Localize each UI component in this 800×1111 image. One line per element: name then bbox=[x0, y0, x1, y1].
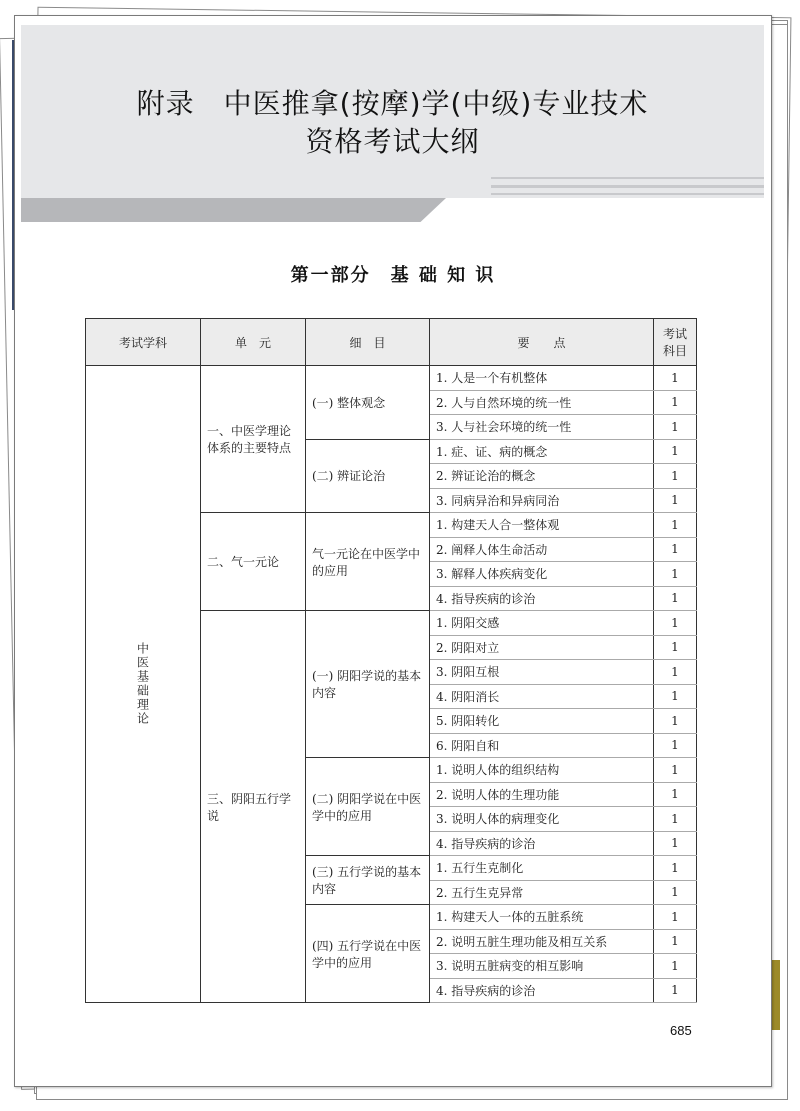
point-cell: 3. 说明人体的病理变化 bbox=[430, 807, 654, 832]
unit-cell: 二、气一元论 bbox=[201, 513, 306, 611]
point-cell: 2. 说明五脏生理功能及相互关系 bbox=[430, 929, 654, 954]
point-cell: 2. 阐释人体生命活动 bbox=[430, 537, 654, 562]
subject-cell bbox=[86, 366, 201, 1003]
point-cell: 2. 说明人体的生理功能 bbox=[430, 782, 654, 807]
syllabus-table bbox=[85, 318, 697, 1003]
banner-stripe bbox=[491, 177, 764, 179]
banner-foot-bar bbox=[21, 198, 446, 222]
count-cell: 1 bbox=[654, 758, 697, 783]
item-cell: (一) 阴阳学说的基本内容 bbox=[306, 611, 430, 758]
page-number: 685 bbox=[670, 1023, 692, 1038]
count-cell: 1 bbox=[654, 709, 697, 734]
item-cell: (二) 阴阳学说在中医学中的应用 bbox=[306, 758, 430, 856]
item-cell: (二) 辨证论治 bbox=[306, 439, 430, 513]
count-cell: 1 bbox=[654, 831, 697, 856]
unit-cell: 一、中医学理论体系的主要特点 bbox=[201, 366, 306, 513]
banner-stripe bbox=[491, 193, 764, 195]
count-cell: 1 bbox=[654, 880, 697, 905]
section-title: 第一部分 基 础 知 识 bbox=[290, 265, 496, 286]
unit-cell: 三、阴阳五行学说 bbox=[201, 611, 306, 1003]
count-cell: 1 bbox=[654, 684, 697, 709]
book-edge-decoration bbox=[772, 960, 780, 1030]
point-cell: 5. 阴阳转化 bbox=[430, 709, 654, 734]
point-cell: 4. 指导疾病的诊治 bbox=[430, 586, 654, 611]
count-cell: 1 bbox=[654, 978, 697, 1003]
point-cell: 6. 阴阳自和 bbox=[430, 733, 654, 758]
point-cell: 4. 指导疾病的诊治 bbox=[430, 978, 654, 1003]
point-cell: 1. 构建天人合一整体观 bbox=[430, 513, 654, 538]
point-cell: 3. 说明五脏病变的相互影响 bbox=[430, 954, 654, 979]
point-cell: 3. 人与社会环境的统一性 bbox=[430, 415, 654, 440]
count-cell: 1 bbox=[654, 733, 697, 758]
title-line-2: 资格考试大纲 bbox=[305, 125, 480, 158]
count-cell: 1 bbox=[654, 390, 697, 415]
count-cell: 1 bbox=[654, 954, 697, 979]
point-cell: 1. 症、证、病的概念 bbox=[430, 439, 654, 464]
point-cell: 1. 人是一个有机整体 bbox=[430, 366, 654, 391]
point-cell: 4. 指导疾病的诊治 bbox=[430, 831, 654, 856]
point-cell: 3. 阴阳互根 bbox=[430, 660, 654, 685]
header-item: 细 目 bbox=[306, 319, 430, 366]
title-line-1: 附录 中医推拿(按摩)学(中级)专业技术 bbox=[136, 87, 649, 120]
subject-label: 中医基础理论 bbox=[135, 642, 150, 726]
count-cell: 1 bbox=[654, 660, 697, 685]
count-cell: 1 bbox=[654, 807, 697, 832]
point-cell: 3. 同病异治和异病同治 bbox=[430, 488, 654, 513]
point-cell: 1. 构建天人一体的五脏系统 bbox=[430, 905, 654, 930]
count-cell: 1 bbox=[654, 905, 697, 930]
count-cell: 1 bbox=[654, 464, 697, 489]
count-cell: 1 bbox=[654, 537, 697, 562]
count-cell: 1 bbox=[654, 562, 697, 587]
point-cell: 3. 解释人体疾病变化 bbox=[430, 562, 654, 587]
table-header-row bbox=[86, 319, 697, 366]
appendix-banner bbox=[21, 25, 764, 198]
header-points: 要 点 bbox=[430, 319, 654, 366]
point-cell: 4. 阴阳消长 bbox=[430, 684, 654, 709]
count-cell: 1 bbox=[654, 929, 697, 954]
count-cell: 1 bbox=[654, 488, 697, 513]
point-cell: 2. 阴阳对立 bbox=[430, 635, 654, 660]
banner-stripe bbox=[491, 185, 764, 188]
item-cell: 气一元论在中医学中的应用 bbox=[306, 513, 430, 611]
item-cell: (四) 五行学说在中医学中的应用 bbox=[306, 905, 430, 1003]
count-cell: 1 bbox=[654, 586, 697, 611]
document-page bbox=[14, 15, 772, 1087]
count-cell: 1 bbox=[654, 782, 697, 807]
header-unit: 单 元 bbox=[201, 319, 306, 366]
table-body bbox=[86, 366, 697, 1003]
header-count: 考试科目 bbox=[654, 319, 697, 366]
count-cell: 1 bbox=[654, 611, 697, 636]
point-cell: 2. 人与自然环境的统一性 bbox=[430, 390, 654, 415]
count-cell: 1 bbox=[654, 415, 697, 440]
count-cell: 1 bbox=[654, 439, 697, 464]
point-cell: 1. 五行生克制化 bbox=[430, 856, 654, 881]
point-cell: 2. 五行生克异常 bbox=[430, 880, 654, 905]
point-cell: 1. 阴阳交感 bbox=[430, 611, 654, 636]
count-cell: 1 bbox=[654, 635, 697, 660]
point-cell: 2. 辨证论治的概念 bbox=[430, 464, 654, 489]
count-cell: 1 bbox=[654, 366, 697, 391]
item-cell: (一) 整体观念 bbox=[306, 366, 430, 440]
table-row bbox=[86, 366, 697, 391]
count-cell: 1 bbox=[654, 856, 697, 881]
appendix-title bbox=[21, 85, 764, 161]
item-cell: (三) 五行学说的基本内容 bbox=[306, 856, 430, 905]
count-cell: 1 bbox=[654, 513, 697, 538]
header-subject: 考试学科 bbox=[86, 319, 201, 366]
point-cell: 1. 说明人体的组织结构 bbox=[430, 758, 654, 783]
